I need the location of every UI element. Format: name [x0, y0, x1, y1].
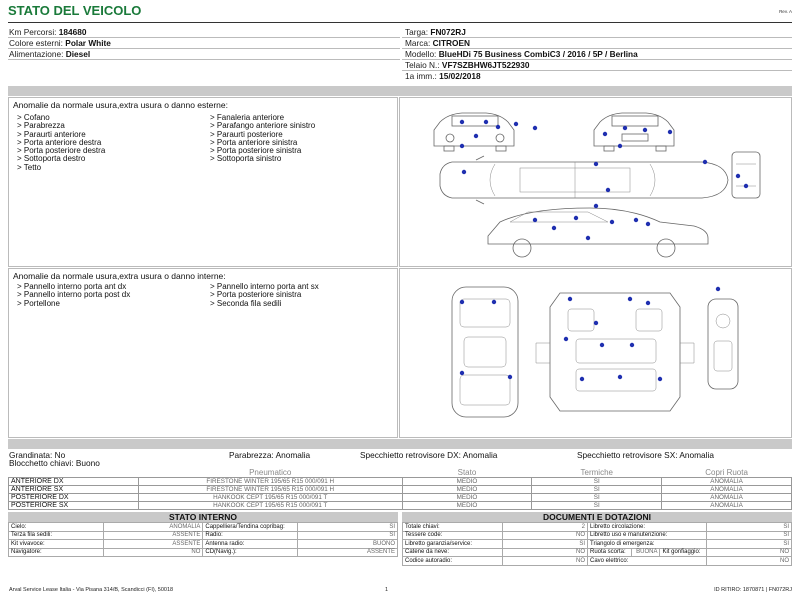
- field-value: NO: [707, 557, 792, 566]
- damage-marker: [580, 377, 584, 381]
- model-value: BlueHDi 75 Business CombiC3 / 2016 / 5P / Berlina: [438, 49, 638, 59]
- damage-marker: [460, 300, 464, 304]
- table-row: [9, 494, 792, 502]
- interior-layout: [536, 293, 694, 411]
- list-item: > Fanaleria anteriore: [210, 113, 285, 122]
- damage-marker: [600, 343, 604, 347]
- table-row: [403, 523, 792, 532]
- list-item: > Porta anteriore sinistra: [210, 137, 298, 147]
- damage-marker: [462, 170, 466, 174]
- field-label: Kit vivavoce:: [9, 540, 104, 549]
- field-value: SI: [298, 523, 398, 532]
- tyre-model: HANKOOK CEPT 195/65 R15 000/091 T: [138, 494, 402, 502]
- damage-marker: [716, 287, 720, 291]
- damage-marker: [594, 321, 598, 325]
- list-item: > Porta posteriore sinistra: [210, 290, 302, 300]
- damage-marker: [460, 371, 464, 375]
- damage-marker: [594, 162, 598, 166]
- footer-id: ID RITIRO: 1870871 | FN072RJ: [714, 587, 792, 593]
- registration-row: 1a imm.: 15/02/2018: [405, 71, 481, 81]
- damage-marker: [552, 226, 556, 230]
- field-label: Libretto uso e manutenzione:: [588, 531, 707, 540]
- field-label: CD(Navig.):: [203, 548, 298, 557]
- seat-top-view: [452, 287, 518, 417]
- tyre-hubcap: ANOMALIA: [662, 494, 792, 502]
- damage-marker: [460, 120, 464, 124]
- field-label: Kit gonfiaggio:: [660, 548, 707, 557]
- car-rear-view: [594, 113, 674, 151]
- external-list-1: [17, 114, 105, 172]
- table-row: [403, 531, 792, 540]
- field-value: NO: [503, 557, 588, 566]
- header-state: Stato: [457, 468, 477, 477]
- field-value: 2: [503, 523, 588, 532]
- field-value: BUONO: [298, 540, 398, 549]
- damage-marker: [736, 174, 740, 178]
- vin-row: Telaio N.: VF7SZBHW6JT522930: [405, 60, 530, 70]
- tyre-tread: SI: [532, 494, 662, 502]
- damage-marker: [606, 188, 610, 192]
- color-value: Polar White: [65, 38, 111, 48]
- damage-marker: [496, 125, 500, 129]
- tyre-hubcap: ANOMALIA: [662, 502, 792, 510]
- table-row: [9, 548, 398, 557]
- section-bar: [8, 439, 792, 449]
- field-label: Codice autoradio:: [403, 557, 503, 566]
- field-label: Tessere code:: [403, 531, 503, 540]
- table-row: [9, 531, 398, 540]
- footer-company: Arval Service Lease Italia - Via Pisana 314/B, Scandicci (FI), 50018: [9, 587, 174, 593]
- field-label: Ruota scorta:: [588, 548, 632, 557]
- damage-marker: [603, 132, 607, 136]
- dashboard-view: [708, 299, 738, 389]
- section-bar: [8, 86, 792, 96]
- damage-marker: [484, 120, 488, 124]
- documents-table: [402, 522, 792, 566]
- plate-row: Targa: FN072RJ: [405, 27, 466, 37]
- field-value: SI: [298, 531, 398, 540]
- interior-table: [8, 522, 398, 557]
- damage-marker: [594, 204, 598, 208]
- list-item: > Pannello interno porta post dx: [17, 290, 131, 300]
- damage-marker: [643, 128, 647, 132]
- fuel-row: Alimentazione: Diesel: [9, 49, 91, 59]
- field-value: NO: [503, 531, 588, 540]
- documents-header: DOCUMENTI E DOTAZIONI: [402, 512, 792, 522]
- damage-marker: [564, 337, 568, 341]
- tyre-hubcap: ANOMALIA: [662, 486, 792, 494]
- damage-marker: [618, 375, 622, 379]
- damage-marker: [744, 184, 748, 188]
- damage-marker: [474, 134, 478, 138]
- damage-marker: [646, 301, 650, 305]
- key-lock-status: Blocchetto chiavi: Buono: [9, 458, 100, 468]
- field-label: Totale chiavi:: [403, 523, 503, 532]
- list-item: > Paraurti anteriore: [17, 129, 86, 139]
- field-value: NO: [503, 548, 588, 557]
- tyres-table: [8, 468, 792, 510]
- table-row: [9, 478, 792, 486]
- damage-marker: [623, 126, 627, 130]
- mirror-right-status: Specchietto retrovisore DX: Anomalia: [360, 450, 498, 460]
- tyre-state: MEDIO: [402, 486, 532, 494]
- tyre-state: MEDIO: [402, 478, 532, 486]
- tyre-model: HANKOOK CEPT 195/65 R15 000/091 T: [138, 502, 402, 510]
- list-item: > Parafango anteriore sinistro: [210, 121, 316, 131]
- table-row: [9, 486, 792, 494]
- tyre-tread: SI: [532, 486, 662, 494]
- car-interior-diagram: [400, 269, 791, 437]
- mirror-left-status: Specchietto retrovisore SX: Anomalia: [577, 450, 714, 460]
- list-item: > Sottoporta destro: [17, 154, 86, 164]
- field-value: NO: [707, 548, 792, 557]
- damage-marker: [618, 144, 622, 148]
- title-divider: [8, 22, 792, 23]
- internal-damage-title: Anomalie da normale usura,extra usura o danno interne:: [13, 271, 226, 281]
- interior-header: STATO INTERNO: [8, 512, 398, 522]
- field-label: Cappelliera/Tendina copribag:: [203, 523, 298, 532]
- table-header: [9, 468, 792, 478]
- list-item: > Porta posteriore sinistra: [210, 146, 302, 156]
- damage-marker: [658, 377, 662, 381]
- list-item: > Porta anteriore destra: [17, 137, 102, 147]
- damage-marker: [514, 122, 518, 126]
- hail-status: Grandinata: No: [9, 450, 66, 460]
- field-label: Navigatore:: [9, 548, 104, 557]
- table-row: [403, 540, 792, 549]
- field-value: SI: [503, 540, 588, 549]
- tyre-position: POSTERIORE SX: [9, 502, 139, 510]
- tyre-model: FIRESTONE WINTER 195/65 R15 000/091 H: [138, 486, 402, 494]
- tyre-position: ANTERIORE SX: [9, 486, 139, 494]
- tyre-model: FIRESTONE WINTER 195/65 R15 000/091 H: [138, 478, 402, 486]
- damage-marker: [460, 144, 464, 148]
- damage-marker: [610, 220, 614, 224]
- damage-marker: [634, 218, 638, 222]
- external-damage-title: Anomalie da normale usura,extra usura o danno esterne:: [13, 100, 228, 110]
- tyre-hubcap: ANOMALIA: [662, 478, 792, 486]
- damage-marker: [628, 297, 632, 301]
- header-tread: Termiche: [580, 468, 613, 477]
- km-value: 184680: [58, 27, 87, 37]
- table-row: [9, 523, 398, 532]
- model-row: Modello: BlueHDi 75 Business CombiC3 / 2016 / 5P / Berlina: [405, 49, 638, 59]
- field-label: Radio:: [203, 531, 298, 540]
- field-label: Cielo:: [9, 523, 104, 532]
- field-value: ASSENTE: [103, 540, 203, 549]
- external-damage-panel: [8, 97, 398, 267]
- external-list-2: [210, 114, 315, 164]
- list-item: > Pannello interno porta ant dx: [17, 282, 127, 291]
- damage-marker: [568, 297, 572, 301]
- tyre-tread: SI: [532, 502, 662, 510]
- registration-value: 15/02/2018: [439, 71, 481, 81]
- damage-marker: [586, 236, 590, 240]
- internal-diagram-panel: [399, 268, 792, 438]
- field-value: SI: [707, 531, 792, 540]
- list-item: > Seconda fila sedili: [210, 298, 282, 308]
- list-item: > Paraurti posteriore: [210, 129, 283, 139]
- table-row: [9, 502, 792, 510]
- list-item: > Sottoporta sinistro: [210, 154, 282, 164]
- damage-marker: [703, 160, 707, 164]
- km-row: Km Percorsi: 184680: [9, 27, 87, 37]
- damage-marker: [574, 216, 578, 220]
- external-diagram-panel: [399, 97, 792, 267]
- damage-marker: [508, 375, 512, 379]
- field-label: Antenna radio:: [203, 540, 298, 549]
- car-side-view: [488, 208, 708, 257]
- field-value: ASSENTE: [103, 531, 203, 540]
- internal-list-2: [210, 283, 319, 308]
- footer-page-number: 1: [385, 587, 389, 593]
- list-item: > Parabrezza: [17, 121, 65, 131]
- tyre-state: MEDIO: [402, 494, 532, 502]
- field-value: SI: [707, 523, 792, 532]
- fuel-value: Diesel: [65, 49, 91, 59]
- brand-row: Marca: CITROEN: [405, 38, 471, 48]
- table-row: [9, 540, 398, 549]
- damage-marker: [630, 343, 634, 347]
- list-item: > Portellone: [17, 298, 60, 308]
- tyre-state: MEDIO: [402, 502, 532, 510]
- car-exterior-diagram: [400, 98, 791, 266]
- field-label: Terza fila sedili:: [9, 531, 104, 540]
- car-top-view: [440, 156, 728, 204]
- table-row: [403, 557, 792, 566]
- field-label: Cavo elettrico:: [588, 557, 707, 566]
- internal-damage-panel: [8, 268, 398, 438]
- header-tyre: Pneumatico: [249, 468, 292, 477]
- field-label: Libretto circolazione:: [588, 523, 707, 532]
- header-hubcap: Copri Ruota: [705, 468, 748, 477]
- damage-marker: [533, 126, 537, 130]
- color-row: Colore esterni: Polar White: [9, 38, 111, 48]
- table-row: [403, 548, 792, 557]
- list-item: > Tetto: [17, 162, 42, 172]
- plate-value: FN072RJ: [430, 27, 466, 37]
- field-label: Libretto garanzia/service:: [403, 540, 503, 549]
- brand-value: CITROEN: [432, 38, 471, 48]
- damage-marker: [668, 130, 672, 134]
- damage-marker: [533, 218, 537, 222]
- damage-marker: [492, 300, 496, 304]
- tyre-position: POSTERIORE DX: [9, 494, 139, 502]
- vin-value: VF7SZBHW6JT522930: [441, 60, 530, 70]
- revision: Rev. A: [779, 9, 792, 14]
- header-spacer: [9, 468, 139, 478]
- car-front-view: [434, 113, 514, 151]
- windshield-status: Parabrezza: Anomalia: [229, 450, 311, 460]
- tyre-position: ANTERIORE DX: [9, 478, 139, 486]
- field-value: ANOMALIA: [103, 523, 203, 532]
- field-label: Triangolo di emergenza:: [588, 540, 707, 549]
- damage-marker: [646, 222, 650, 226]
- page-title: STATO DEL VEICOLO: [8, 3, 142, 18]
- divider: [8, 59, 400, 60]
- field-value: SI: [707, 540, 792, 549]
- tyre-tread: SI: [532, 478, 662, 486]
- internal-list-1: [17, 283, 130, 308]
- list-item: > Porta posteriore destra: [17, 146, 106, 156]
- field-value: NO: [103, 548, 203, 557]
- list-item: > Pannello interno porta ant sx: [210, 282, 319, 291]
- field-value: BUONA: [631, 548, 659, 557]
- field-label: Catene da neve:: [403, 548, 503, 557]
- field-value: ASSENTE: [298, 548, 398, 557]
- list-item: > Cofano: [17, 113, 50, 122]
